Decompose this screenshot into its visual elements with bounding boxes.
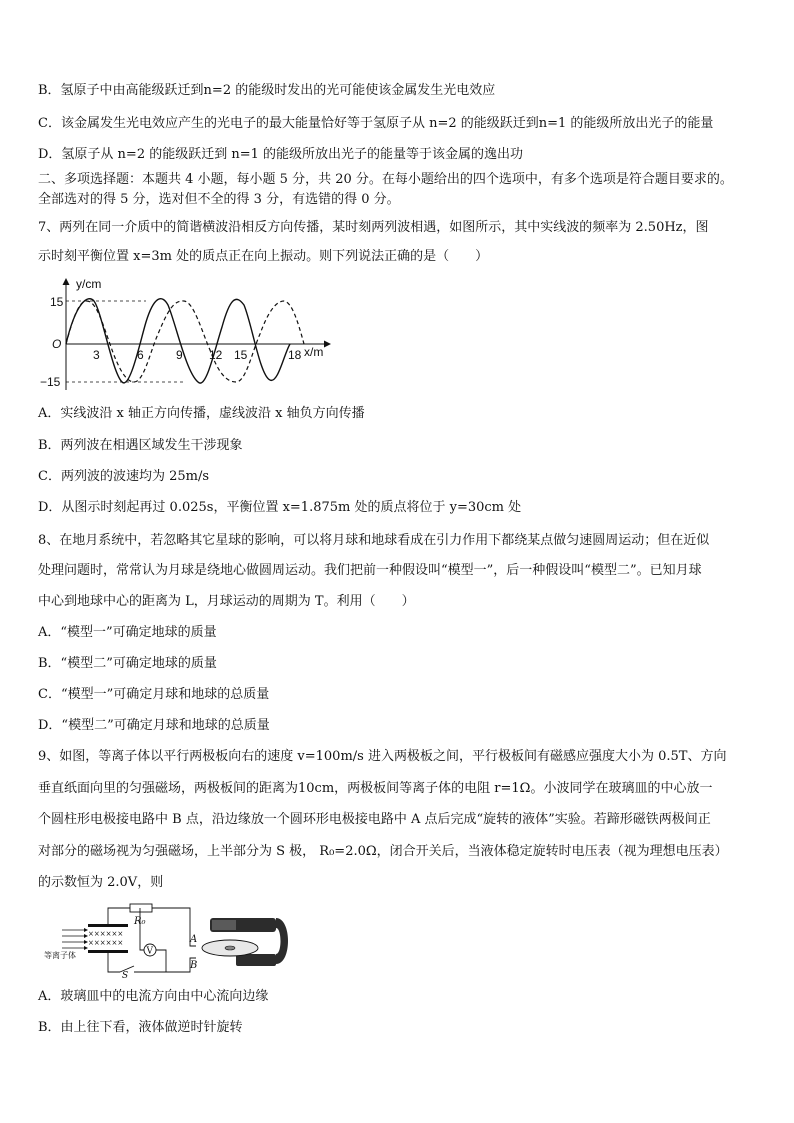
q8-option-c: C．“模型一”可确定月球和地球的总质量 xyxy=(38,687,270,702)
q8-stem-line1: 8、在地月系统中，若忽略其它星球的影响，可以将月球和地球看成在引力作用下都绕某点做匀速圆周运动；但在近似 xyxy=(38,533,710,548)
section-2-heading-line2: 全部选对的得 5 分，选对但不全的得 3 分，有选错的得 0 分。 xyxy=(38,192,400,207)
point-b-label: B xyxy=(190,960,198,971)
switch-label: S xyxy=(122,971,129,978)
resistor-r0 xyxy=(130,904,152,912)
voltmeter-wire-left xyxy=(140,908,144,950)
x-axis-arrow-icon xyxy=(324,341,331,348)
plasma-label: 等离子体 xyxy=(44,951,76,960)
q9-stem-line3: 个圆柱形电极接电路中 B 点，沿边缘放一个圆环形电极接电路中 A 点后完成“旋转的液体”实验。若蹄形磁铁两极间正 xyxy=(38,812,711,827)
q7-wave-figure xyxy=(38,272,338,396)
q6-option-c: C．该金属发生光电效应产生的光电子的最大能量恰好等于氢原子从 n=2 的能级跃迁到n=1 的能级所放出光子的能量 xyxy=(38,116,714,131)
q9-option-a: A．玻璃皿中的电流方向由中心流向边缘 xyxy=(38,989,269,1004)
q8-option-a: A．“模型一”可确定地球的质量 xyxy=(38,625,217,640)
q7-option-d: D．从图示时刻起再过 0.025s，平衡位置 x=1.875m 处的质点将位于 y=30cm 处 xyxy=(38,500,522,515)
magnet-bend xyxy=(276,918,288,964)
magnetic-field-marks-row2: ×××××× xyxy=(88,939,124,947)
q9-circuit-figure xyxy=(40,898,290,978)
q9-stem-line1: 9、如图，等离子体以平行两极板向右的速度 v=100m/s 进入两极板之间，平行极板间有磁感应强度大小为 0.5T、方向 xyxy=(38,749,727,764)
dashed-wave xyxy=(66,301,304,382)
x-tick-18: 18 xyxy=(288,348,302,362)
q7-option-a: A．实线波沿 x 轴正方向传播，虚线波沿 x 轴负方向传播 xyxy=(38,406,365,421)
q9-option-b: B．由上往下看，液体做逆时针旋转 xyxy=(38,1020,243,1035)
x-tick-6: 6 xyxy=(137,348,144,362)
q6-option-d: D．氢原子从 n=2 的能级跃迁到 n=1 的能级所放出光子的能量等于该金属的逸出功 xyxy=(38,147,524,162)
q8-stem-line2: 处理问题时，常常认为月球是绕地心做圆周运动。我们把前一种假设叫“模型一”，后一种假设叫“模型二”。已知月球 xyxy=(38,563,702,578)
solid-wave xyxy=(66,299,290,383)
section-2-heading-line1: 二、多项选择题：本题共 4 小题，每小题 5 分，共 20 分。在每小题给出的四个选项中，有多个选项是符合题目要求的。 xyxy=(38,172,733,187)
q8-option-b: B．“模型二”可确定地球的质量 xyxy=(38,656,217,671)
point-a-label: A xyxy=(190,934,198,945)
x-tick-15: 15 xyxy=(234,348,248,362)
resistor-label: R₀ xyxy=(134,916,146,927)
x-tick-3: 3 xyxy=(93,348,100,362)
bottom-wire-left xyxy=(108,953,120,972)
bottom-wire-right xyxy=(134,958,196,972)
q7-option-b: B．两列波在相遇区域发生干涉现象 xyxy=(38,438,243,453)
q9-stem-line2: 垂直纸面向里的匀强磁场，两极板间的距离为10cm，两极板间等离子体的电阻 r=1Ω。小波同学在玻璃皿的中心放一 xyxy=(38,781,713,796)
magnet-lower-arm xyxy=(236,954,276,966)
q8-stem-line3: 中心到地球中心的距离为 L，月球运动的周期为 T。利用（ ） xyxy=(38,594,415,609)
magnet-s-pole xyxy=(212,920,236,930)
x-axis-label: x/m xyxy=(304,345,324,359)
y-axis-label: y/cm xyxy=(76,277,102,291)
x-tick-12: 12 xyxy=(209,348,223,362)
lower-plate xyxy=(88,950,128,953)
q9-stem-line4: 对部分的磁场视为匀强磁场，上半部分为 S 极， R₀=2.0Ω，闭合开关后，当液体稳定旋转时电压表（视为理想电压表） xyxy=(38,844,728,859)
origin-label: O xyxy=(52,337,62,351)
q7-option-c: C．两列波的波速均为 25m/s xyxy=(38,469,209,484)
q7-stem-line2: 示时刻平衡位置 x=3m 处的质点正在向上振动。则下列说法正确的是（ ） xyxy=(38,249,489,264)
circuit-diagram xyxy=(40,898,290,978)
voltmeter-label: V xyxy=(146,946,153,957)
y-axis-arrow-icon xyxy=(63,278,70,285)
y-tick-neg-15: −15 xyxy=(40,375,61,389)
x-tick-9: 9 xyxy=(176,348,183,362)
q9-stem-line5: 的示数恒为 2.0V，则 xyxy=(38,875,164,890)
y-tick-15: 15 xyxy=(50,295,64,309)
voltmeter-wire-right xyxy=(156,950,166,972)
center-electrode xyxy=(225,946,235,950)
upper-plate xyxy=(88,924,128,927)
q7-stem-line1: 7、两列在同一介质中的简谐横波沿相反方向传播，某时刻两列波相遇，如图所示，其中实线波的频率为 2.50Hz，图 xyxy=(38,220,709,235)
q6-option-b: B．氢原子中由高能级跃迁到n=2 的能级时发出的光可能使该金属发生光电效应 xyxy=(38,83,496,98)
wave-graph xyxy=(38,272,338,396)
plasma-flow-arrows xyxy=(62,930,84,948)
q8-option-d: D．“模型二”可确定月球和地球的总质量 xyxy=(38,718,270,733)
magnetic-field-marks-row1: ×××××× xyxy=(88,930,124,938)
